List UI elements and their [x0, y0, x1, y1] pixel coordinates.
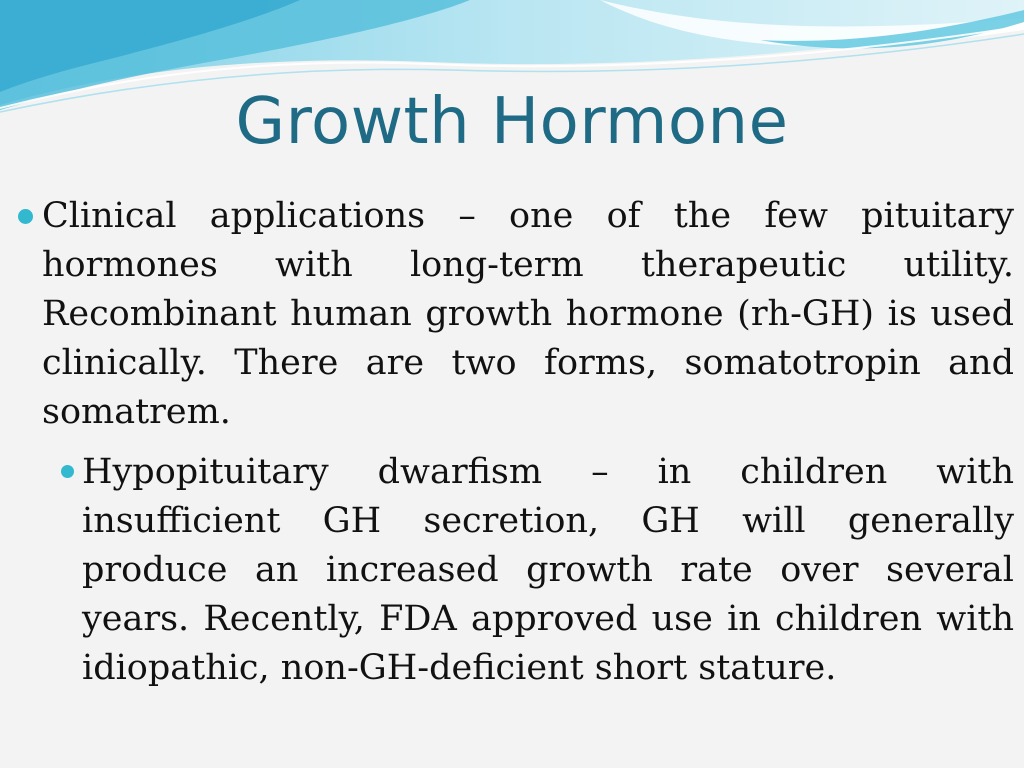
- bullet-marker-level-2: [61, 465, 74, 478]
- slide-title: Growth Hormone: [235, 85, 789, 159]
- bullet-marker-level-1: [18, 209, 33, 224]
- bullet-clinical-applications: Clinical applications – one of the few pituitary hormones with long-term therapeutic utility. Recombinant human growth hormone (rh-GH) is used clinically. There are two forms, somatotropin and somatrem.: [42, 196, 1014, 432]
- bullet-hypopituitary-dwarfism: Hypopituitary dwarfism – in children with insufficient GH secretion, GH will generally produce an increased growth rate over several years. Recently, FDA approved use in children with idiopathic, non-GH-deficient short stature.: [82, 452, 1014, 688]
